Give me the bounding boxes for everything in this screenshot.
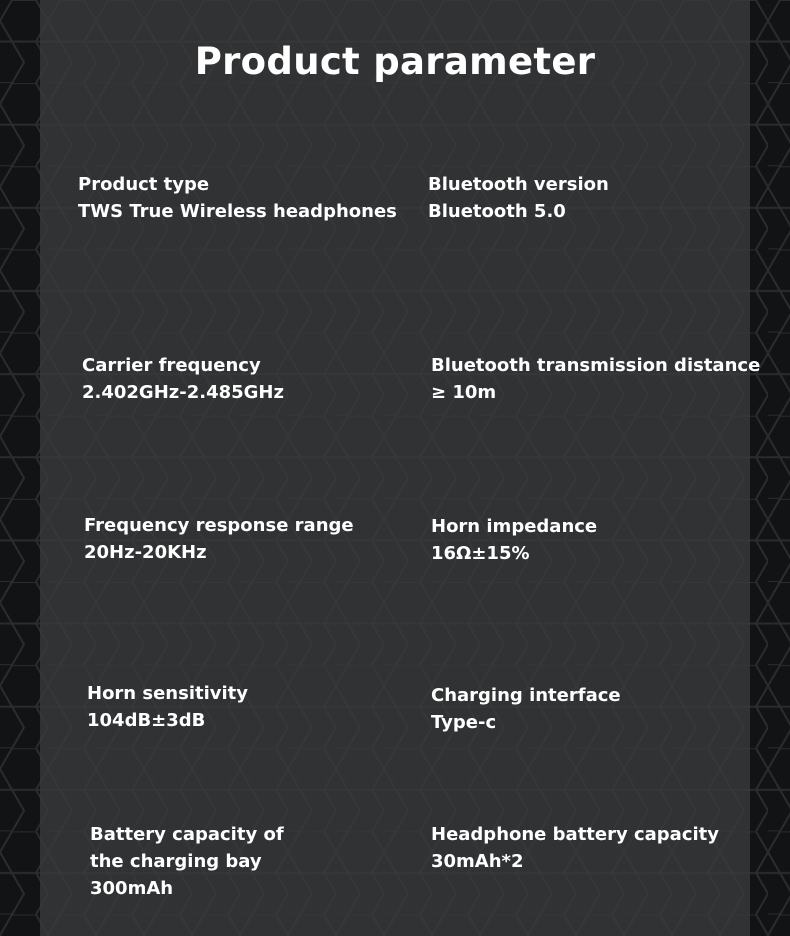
param-value: 30mAh*2 xyxy=(431,851,524,872)
param-label: Headphone battery capacity xyxy=(431,824,720,845)
param-charging-bay-battery xyxy=(90,821,284,902)
param-label: Frequency response range xyxy=(84,515,354,536)
param-bluetooth-version xyxy=(428,171,609,225)
param-value: TWS True Wireless headphones xyxy=(78,201,397,222)
param-label: Charging interface xyxy=(431,685,621,706)
param-horn-impedance xyxy=(431,513,597,567)
param-label-line1: Battery capacity of xyxy=(90,824,284,845)
param-label: Horn sensitivity xyxy=(87,683,249,704)
param-label-line2: the charging bay xyxy=(90,851,262,872)
param-bluetooth-transmission-distance xyxy=(431,352,760,406)
param-value: Bluetooth 5.0 xyxy=(428,201,566,222)
content-panel xyxy=(40,0,750,936)
param-value: 20Hz-20KHz xyxy=(84,542,207,563)
param-value: 16Ω±15% xyxy=(431,543,530,564)
param-product-type xyxy=(78,171,397,225)
param-horn-sensitivity xyxy=(87,680,248,734)
param-label: Carrier frequency xyxy=(82,355,261,376)
param-carrier-frequency xyxy=(82,352,284,406)
param-value: Type-c xyxy=(431,712,497,733)
param-value: 2.402GHz-2.485GHz xyxy=(82,382,284,403)
param-value: ≥ 10m xyxy=(431,382,497,403)
param-label: Horn impedance xyxy=(431,516,598,537)
param-headphone-battery xyxy=(431,821,719,875)
param-value: 104dB±3dB xyxy=(87,710,206,731)
param-label: Product type xyxy=(78,174,210,195)
page-title: Product parameter xyxy=(194,40,596,83)
param-label: Bluetooth transmission distance xyxy=(431,355,761,376)
param-charging-interface xyxy=(431,682,621,736)
param-label: Bluetooth version xyxy=(428,174,609,195)
param-frequency-response-range xyxy=(84,512,354,566)
param-value: 300mAh xyxy=(90,878,174,899)
